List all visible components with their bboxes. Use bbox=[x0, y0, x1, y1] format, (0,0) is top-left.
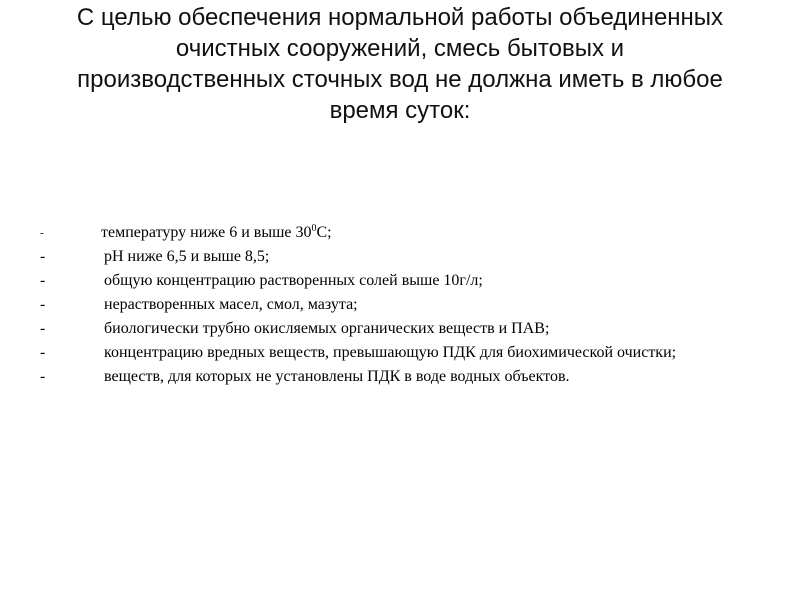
list-bullet: - bbox=[40, 248, 46, 265]
list-bullet: - bbox=[40, 320, 46, 337]
list-bullet: - bbox=[40, 272, 46, 289]
list-item-text: концентрацию вредных веществ, превышающую ПДК для биохимической очистки; bbox=[104, 344, 677, 361]
title-line: очистных сооружений, смесь бытовых и bbox=[175, 35, 625, 62]
list-item-harmful bbox=[40, 341, 758, 365]
list-item-salts bbox=[40, 269, 758, 293]
list-item-text: нерастворенных масел, смол, мазута; bbox=[104, 296, 358, 313]
list-bullet: - bbox=[40, 344, 46, 361]
list-item-text: температуру ниже 6 и выше $30^0С$; bbox=[101, 223, 332, 241]
list-item-text: рН ниже 6,5 и выше 8,5; bbox=[104, 248, 270, 265]
requirements-list bbox=[40, 221, 758, 389]
title-line: производственных сточных вод не должна иметь в любое bbox=[77, 66, 723, 93]
list-item-temperature bbox=[40, 221, 758, 245]
list-item-ph bbox=[40, 245, 758, 269]
list-item-no-pdk bbox=[40, 365, 758, 389]
title-line: С целью обеспечения нормальной работы объединенных bbox=[76, 4, 724, 31]
list-bullet: - bbox=[40, 296, 46, 313]
list-item-text: веществ, для которых не установлены ПДК в воде водных объектов. bbox=[104, 368, 570, 385]
slide-title bbox=[40, 2, 760, 126]
list-item-oils bbox=[40, 293, 758, 317]
superscript: 0 bbox=[311, 223, 317, 234]
list-bullet: - bbox=[40, 368, 46, 385]
list-item-text: биологически трубно окисляемых органических веществ и ПАВ; bbox=[104, 320, 550, 337]
title-line: время суток: bbox=[329, 97, 471, 124]
list-bullet: - bbox=[40, 227, 44, 239]
list-item-organics bbox=[40, 317, 758, 341]
list-item-text: общую концентрацию растворенных солей выше 10г/л; bbox=[104, 272, 483, 289]
